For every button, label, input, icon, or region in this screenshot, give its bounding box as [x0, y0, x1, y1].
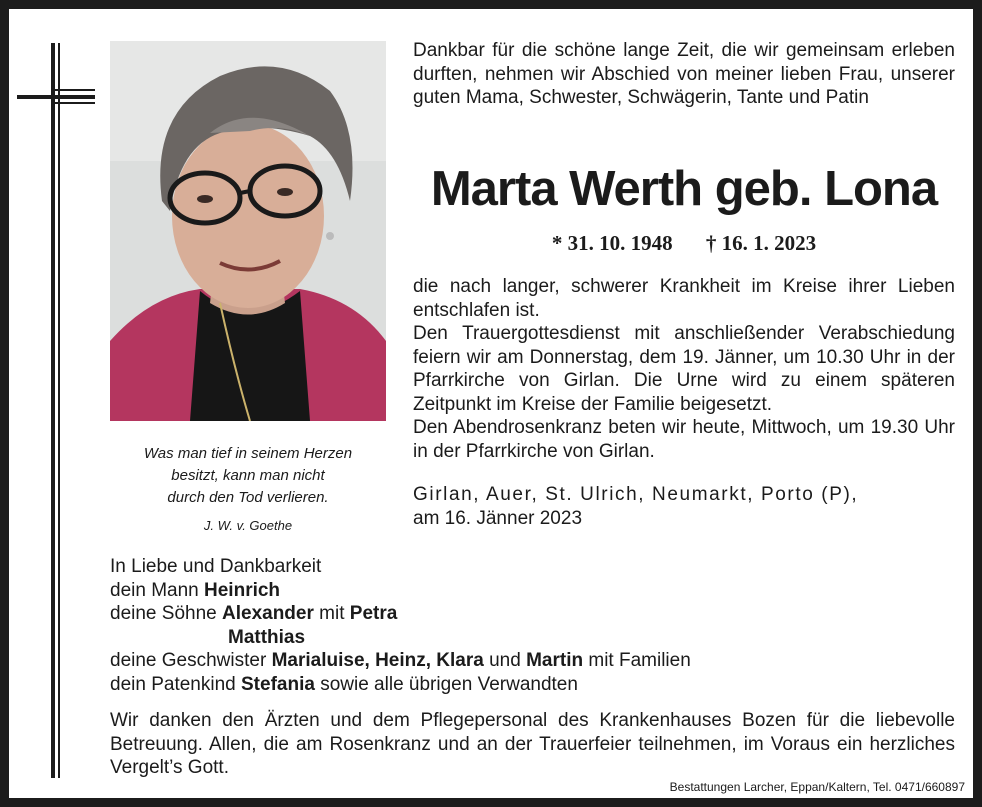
cross-horizontal-line-top [51, 89, 95, 91]
son-1-name: Alexander [222, 603, 314, 624]
and-word: und [489, 650, 521, 671]
sibling-last-name: Martin [526, 650, 584, 671]
family-siblings-row [110, 649, 950, 673]
son-2-name: Matthias [228, 626, 306, 648]
siblings-names: Marialuise, Heinz, Klara [271, 650, 484, 671]
with-word: mit [319, 603, 345, 624]
family-godchild-row [110, 673, 950, 697]
quote-line-1: Was man tief in seinem Herzen [143, 445, 353, 462]
birth-date: * 31. 10. 1948 [551, 231, 673, 255]
partner-1-name: Petra [349, 603, 398, 624]
body-paragraph-1: die nach langer, schwerer Krankheit im Kreise ihrer Lieben entschlafen ist. [413, 276, 955, 321]
godchild-suffix: sowie alle übrigen Verwandten [320, 673, 578, 695]
quote-line-3: durch den Tod verlieren. [167, 489, 329, 506]
place-line: Girlan, Auer, St. Ulrich, Neumarkt, Porto (P), [413, 484, 859, 505]
cross-horizontal-line-bottom [51, 102, 95, 104]
sons-prefix: deine Söhne [110, 603, 217, 624]
funeral-home-footer: Bestattungen Larcher, Eppan/Kaltern, Tel. 0471/660897 [669, 780, 965, 794]
husband-name: Heinrich [204, 579, 281, 601]
cross-horizontal-bar [17, 95, 95, 99]
body-paragraph-2: Den Trauergottesdienst mit anschließender Verabschiedung feiern wir am Donnerstag, dem 19. Jänner, um 10.30 Uhr in der Pfarrkirche von Girlan. Die Urne wird zu einem späteren Zeitpunkt im Kreise der Familie beigesetzt. [413, 323, 955, 415]
quote-author: J. W. v. Goethe [203, 518, 293, 533]
body-paragraph-3: Den Abendrosenkranz beten wir heute, Mittwoch, um 19.30 Uhr in der Pfarrkirche von Girlan. [413, 417, 955, 462]
siblings-suffix: mit Familien [588, 650, 691, 671]
godchild-name: Stefania [241, 673, 315, 695]
thanks-text: Wir danken den Ärzten und dem Pflegepersonal des Krankenhauses Bozen für die liebevolle Betreuung. Allen, die am Rosenkranz und an der Trauerfeier teilnehmen, im Voraus ein herzliches Vergelt’s Gott. [110, 710, 955, 778]
date-line: am 16. Jänner 2023 [413, 507, 583, 529]
godchild-prefix: dein Patenkind [110, 673, 236, 695]
siblings-prefix: deine Geschwister [110, 650, 267, 671]
portrait-photo [110, 41, 386, 421]
family-husband-row [110, 579, 950, 603]
cross-vertical-line [58, 43, 60, 778]
family-intro: In Liebe und Dankbarkeit [110, 556, 322, 577]
cross-vertical-bar [51, 43, 55, 778]
family-list [110, 555, 950, 696]
intro-text: Dankbar für die schöne lange Zeit, die wir gemeinsam erleben durften, nehmen wir Abschied von meiner lieben Frau, unserer guten Mama, Schwester, Schwägerin, Tante und Patin [413, 40, 955, 108]
place-and-date [413, 483, 955, 530]
deceased-name: Marta Werth geb. Lona [430, 162, 938, 216]
life-dates [413, 230, 955, 256]
husband-prefix: dein Mann [110, 579, 199, 601]
notice-body [413, 275, 955, 463]
death-date: † 16. 1. 2023 [705, 231, 817, 255]
quote-line-2: besitzt, kann man nicht [171, 467, 325, 484]
family-son-2-row [110, 626, 950, 650]
goethe-quote [110, 443, 386, 537]
family-sons-row [110, 602, 950, 626]
